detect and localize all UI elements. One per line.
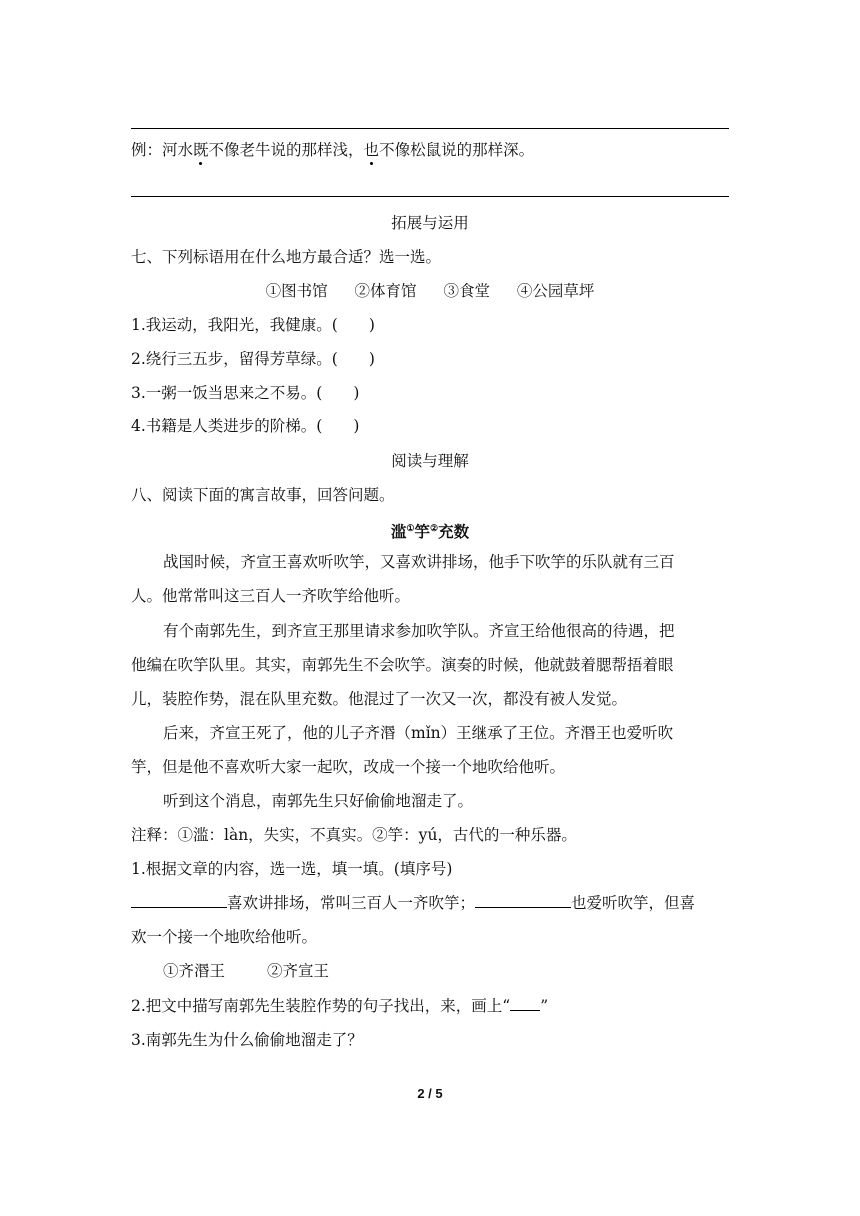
sub-question-2-text: 2.把文中描写南郭先生装腔作势的句子找出，来，画上“ (131, 997, 511, 1015)
answer-blank-1[interactable] (131, 893, 227, 908)
story-p1-line2: 人。他常常叫这三百人一齐吹竽给他听。 (131, 587, 411, 605)
answer-rule (131, 196, 729, 197)
q7-item-4: 4.书籍是人类进步的阶梯。( ) (131, 417, 360, 435)
q7-item-1: 1.我运动，我阳光，我健康。( ) (131, 316, 375, 334)
story-p3-line1: 后来，齐宣王死了，他的儿子齐湣（mǐn）王继承了王位。齐湣王也爱听吹 (163, 724, 674, 742)
sub-question-1-fill-line2: 欢一个接一个地吹给他听。 (131, 928, 318, 946)
story-title (131, 519, 729, 542)
option-canteen: ③食堂 (443, 282, 490, 300)
example-sentence (131, 140, 534, 160)
story-title-part-c: 充数 (438, 522, 470, 542)
option-gym: ②体育馆 (354, 282, 417, 300)
footnote-mark-2: ② (430, 524, 439, 534)
top-rule (131, 128, 729, 129)
section-heading-read: 阅读与理解 (391, 452, 469, 470)
footnote-mark-1: ① (406, 524, 415, 534)
option-park-lawn: ④公园草坪 (516, 282, 595, 300)
sub-question-3: 3.南郭先生为什么偷偷地溜走了？ (131, 1031, 363, 1049)
answer-blank-2[interactable] (475, 893, 571, 908)
sub-question-1-options (163, 961, 329, 981)
example-suffix: 不像松鼠说的那样深。 (379, 141, 535, 159)
sub-question-1: 1.根据文章的内容，选一选，填一填。(填序号) (131, 860, 453, 878)
example-mid: 不像老牛说的那样浅， (208, 141, 364, 159)
example-prefix: 例：河水 (131, 141, 194, 159)
sub-question-1-fill (131, 893, 695, 913)
question-8: 八、阅读下面的寓言故事，回答问题。 (131, 486, 395, 504)
fill-text-b: 也爱听吹竽，但喜 (571, 894, 696, 912)
option-qi-min-wang: ①齐湣王 (163, 962, 226, 980)
story-p3-line2: 竽，但是他不喜欢听大家一起吹，改成一个接一个地吹给他听。 (131, 758, 566, 776)
story-p2-line1: 有个南郭先生，到齐宣王那里请求参加吹竽队。齐宣王给他很高的待遇，把 (163, 622, 675, 640)
footnote: 注释：①滥：làn，失实，不真实。②竽：yú，古代的一种乐器。 (131, 826, 577, 844)
example-emphasis-ji: 既 (193, 141, 209, 159)
sub-question-2-close-quote: ” (540, 997, 549, 1015)
underline-sample (510, 996, 540, 1011)
option-library: ①图书馆 (265, 282, 328, 300)
story-p4-line1: 听到这个消息，南郭先生只好偷偷地溜走了。 (163, 792, 474, 810)
story-title-part-a: 滥 (390, 522, 407, 542)
q7-item-2: 2.绕行三五步，留得芳草绿。( ) (131, 350, 375, 368)
q7-item-3: 3.一粥一饭当思来之不易。( ) (131, 384, 360, 402)
example-emphasis-ye: 也 (363, 141, 380, 159)
option-list (131, 281, 729, 301)
option-qi-xuan-wang: ②齐宣王 (267, 962, 330, 980)
sub-question-2 (131, 996, 548, 1016)
story-p1-line1: 战国时候，齐宣王喜欢听吹竽，又喜欢讲排场，他手下吹竽的乐队就有三百 (163, 553, 675, 571)
fill-text-a: 喜欢讲排场，常叫三百人一齐吹竽； (227, 894, 476, 912)
page-number: 2 / 5 (417, 1086, 443, 1101)
story-title-part-b: 竽 (414, 522, 430, 542)
story-p2-line3: 儿，装腔作势，混在队里充数。他混过了一次又一次，都没有被人发觉。 (131, 690, 628, 708)
section-heading-extend: 拓展与运用 (391, 214, 469, 232)
question-7: 七、下列标语用在什么地方最合适？选一选。 (131, 248, 442, 266)
story-p2-line2: 他编在吹竽队里。其实，南郭先生不会吹竽。演奏的时候，他就鼓着腮帮捂着眼 (131, 656, 674, 674)
